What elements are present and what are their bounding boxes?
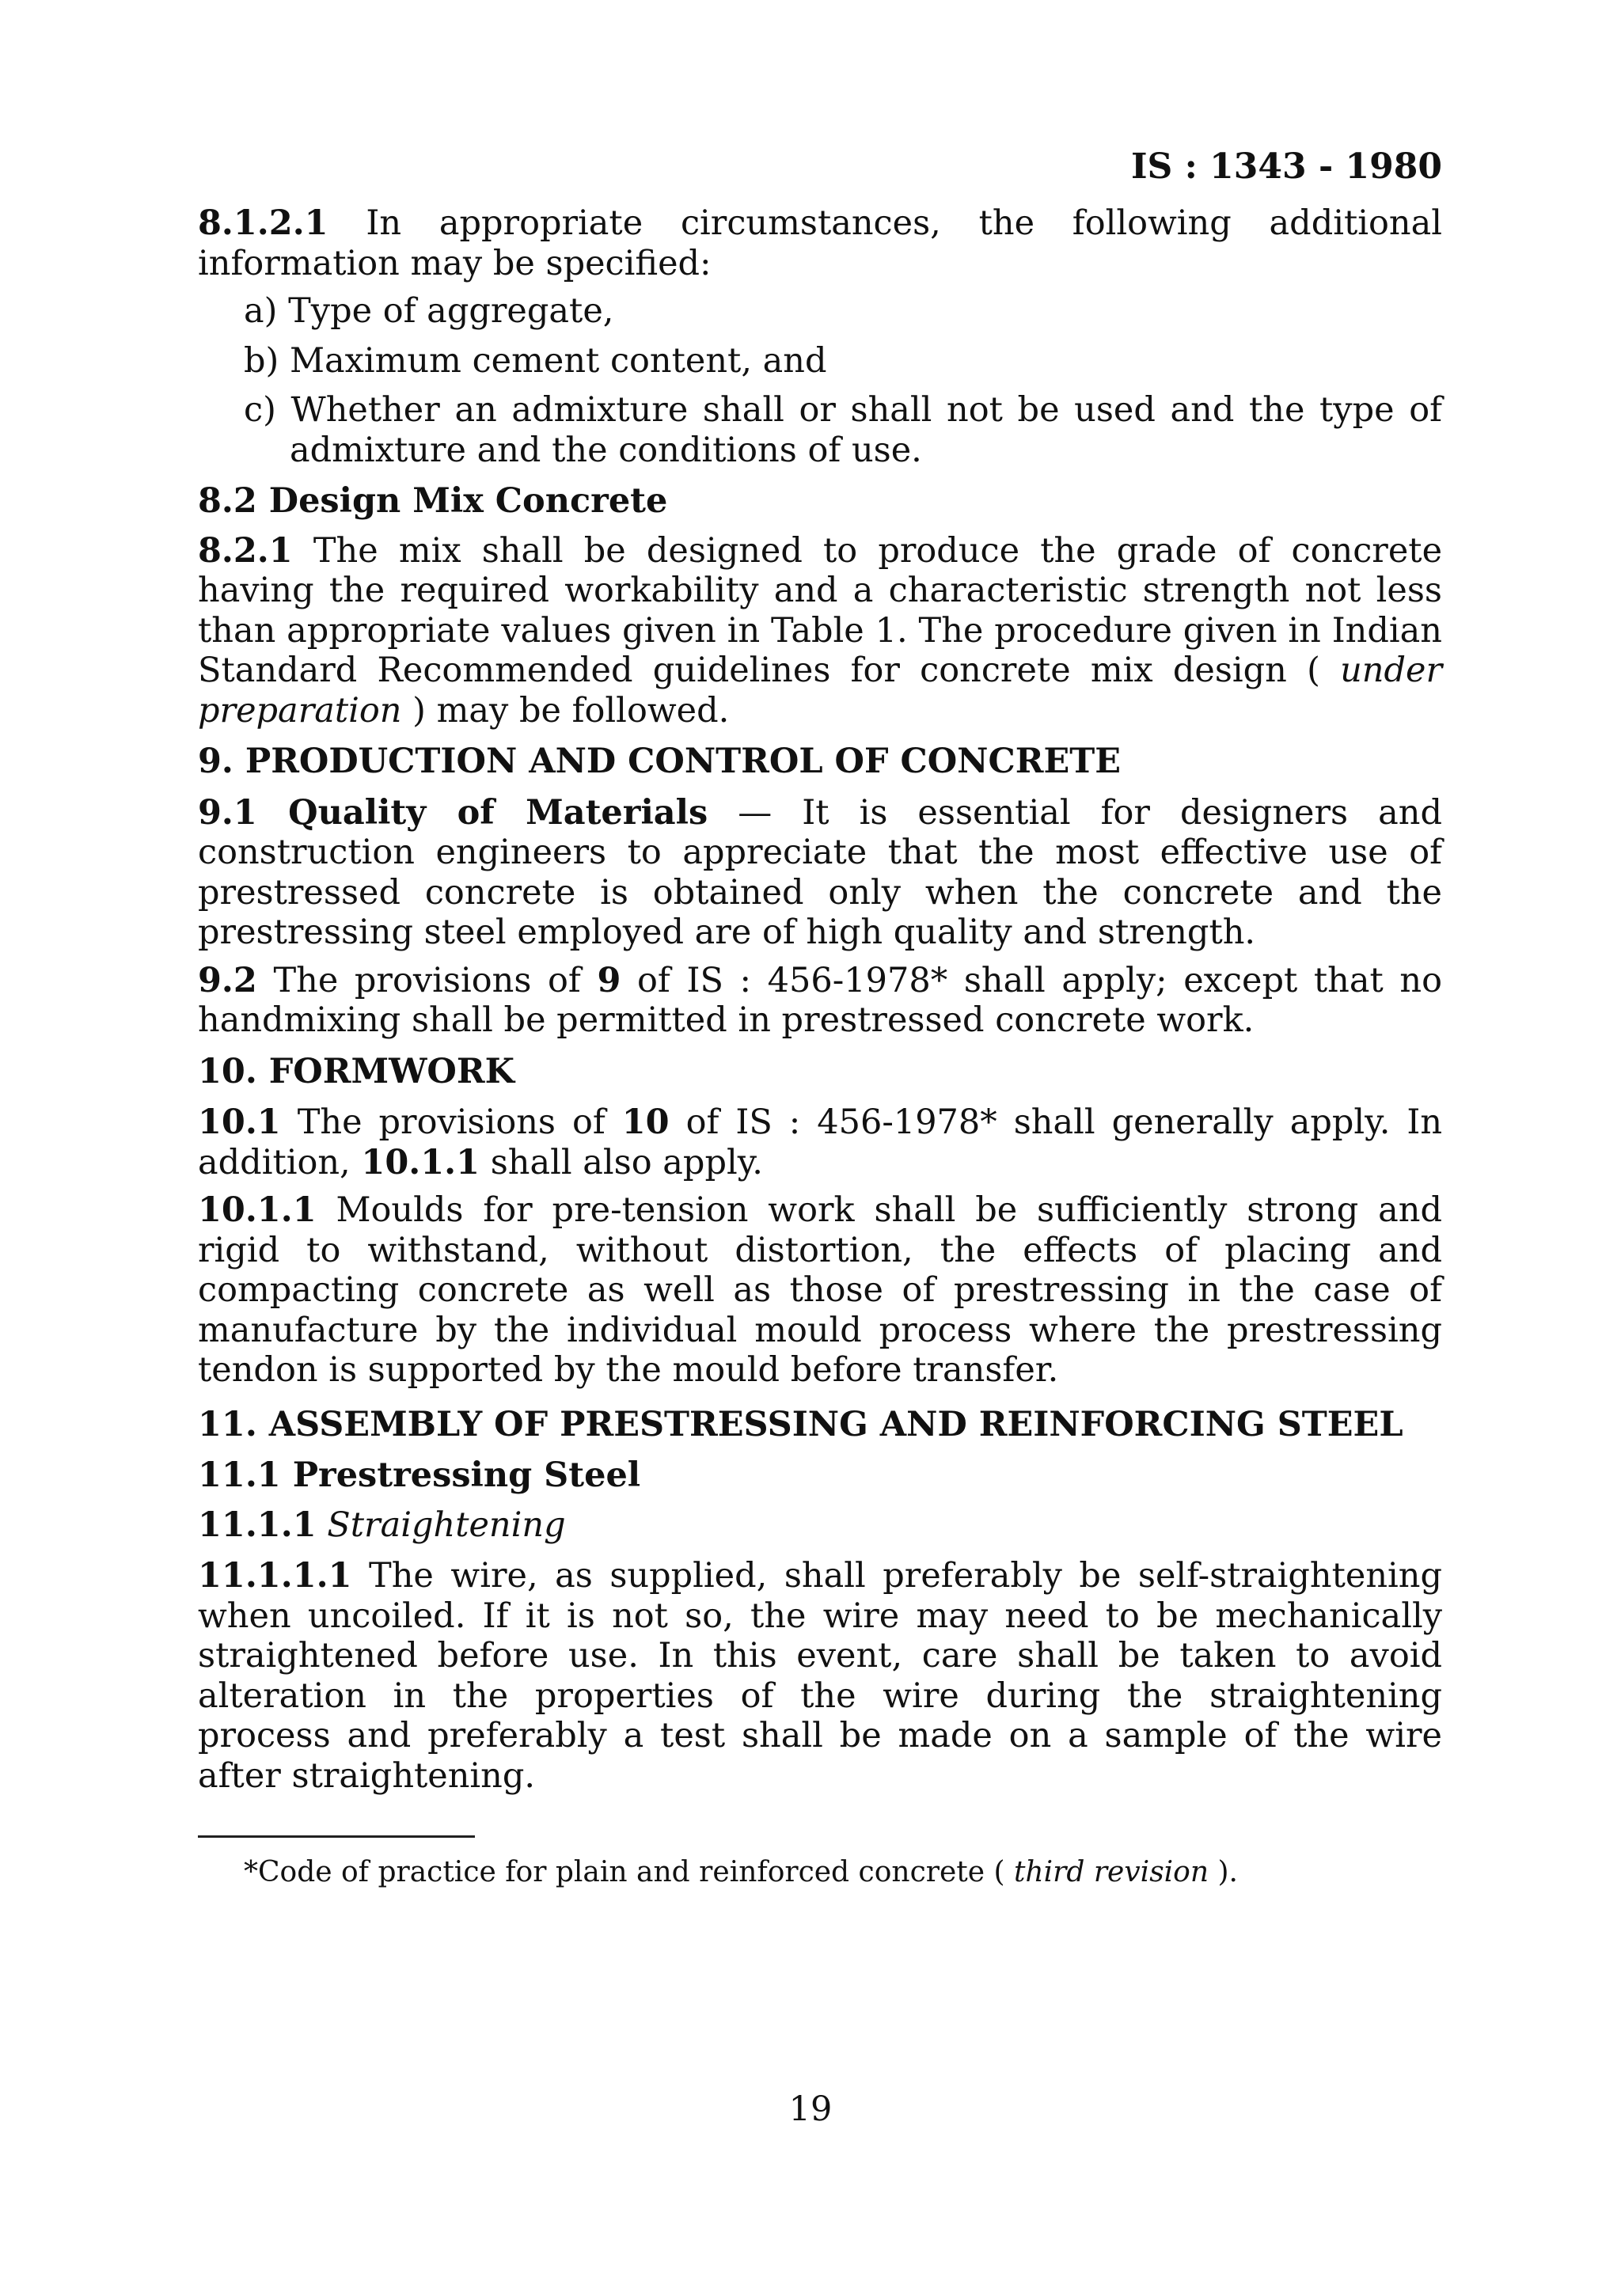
subheading-11-1-1 — [198, 1505, 1442, 1546]
clause-reference: 10.1.1 — [361, 1142, 480, 1182]
document-id-header: IS : 1343 - 1980 — [1130, 146, 1442, 187]
clause-10-1 — [198, 1102, 1442, 1182]
clause-text: — It is essential for designers and construction engineers to appreciate that the most effective use of prestressed concrete is obtained only when the concrete and the prestressing steel employed are of high quality and strength. — [198, 792, 1442, 952]
clause-number: 11.1.1.1 — [198, 1556, 352, 1596]
clause-text-end: shall also apply. — [490, 1142, 763, 1182]
clause-9-2 — [198, 961, 1442, 1041]
heading-11: 11. ASSEMBLY OF PRESTRESSING AND REINFORCING STEEL — [198, 1404, 1403, 1444]
document-page — [198, 146, 1442, 1890]
list-marker: a) — [244, 291, 278, 331]
additional-info-list — [198, 291, 1442, 470]
clause-8-2-1 — [198, 531, 1442, 731]
clause-8-1-2-1 — [198, 203, 1442, 283]
heading-9: 9. PRODUCTION AND CONTROL OF CONCRETE — [198, 742, 1121, 781]
clause-number: 10.1 — [198, 1102, 281, 1142]
footnote-text-end: ). — [1217, 1856, 1238, 1888]
list-item-text: Whether an admixture shall or shall not be used and the type of admixture and the conditions of use. — [290, 390, 1443, 470]
clause-10-1-1 — [198, 1190, 1442, 1391]
subheading-title: Straightening — [327, 1505, 566, 1545]
clause-number: 8.1.2.1 — [198, 203, 328, 243]
clause-text: In appropriate circumstances, the following additional information may be specified: — [198, 203, 1442, 283]
page-number: 19 — [788, 2089, 833, 2129]
clause-number: 8.2.1 — [198, 530, 293, 571]
footnote-italic: third revision — [1013, 1856, 1209, 1888]
list-marker: b) — [244, 340, 279, 381]
clause-text: The wire, as supplied, shall preferably be self-straightening when uncoiled. If it is not so, the wire may need to be mechanically straightened before use. In this event, care shall be taken to avoid alteration in the properties of the wire during the straightening process and preferably a test shall be made on a sample of the wire after straightening. — [198, 1556, 1442, 1796]
clause-number: 11.1.1 — [198, 1505, 317, 1545]
footnote — [244, 1855, 1442, 1890]
clause-text: The provisions of — [297, 1102, 606, 1142]
list-marker: c) — [244, 390, 276, 430]
clause-text-end: ) may be followed. — [412, 690, 730, 731]
list-item — [198, 390, 1442, 470]
clause-9-1 — [198, 793, 1442, 953]
heading-11-1: 11.1 Prestressing Steel — [198, 1455, 641, 1495]
list-item — [198, 341, 1442, 381]
clause-number: 10.1.1 — [198, 1190, 317, 1230]
heading-8-2: 8.2 Design Mix Concrete — [198, 481, 668, 521]
italic-note: under preparation — [198, 651, 1442, 731]
footnote-text: *Code of practice for plain and reinforced concrete ( — [244, 1856, 1005, 1888]
clause-11-1-1-1 — [198, 1556, 1442, 1796]
footnote-divider — [198, 1835, 475, 1838]
clause-number: 9.2 — [198, 960, 257, 1000]
clause-number: 9.1 Quality of Materials — [198, 792, 708, 833]
clause-text-end: of IS : 456-1978* shall apply; except that no handmixing shall be permitted in prestressed concrete work. — [198, 960, 1442, 1040]
clause-text-middle: of IS : 456-1978* shall generally apply. In addition, — [198, 1102, 1443, 1182]
clause-text: The provisions of — [273, 960, 581, 1000]
clause-reference: 9 — [597, 960, 621, 1000]
clause-reference: 10 — [621, 1102, 670, 1142]
list-item-text: Maximum cement content, and — [289, 340, 827, 381]
heading-10: 10. FORMWORK — [198, 1051, 514, 1091]
clause-text: The mix shall be designed to produce the grade of concrete having the required workability and a characteristic strength not less than appropriate values given in Table 1. The procedure given in Indian Standard Recommended guidelines for concrete mix design ( — [198, 530, 1443, 690]
list-item — [198, 291, 1442, 332]
list-item-text: Type of aggregate, — [288, 291, 614, 331]
clause-text: Moulds for pre-tension work shall be sufficiently strong and rigid to withstand, without distortion, the effects of placing and compacting concrete as well as those of prestressing in the case of manufacture by the individual mould process where the prestressing tendon is supported by the mould before transfer. — [198, 1190, 1443, 1390]
